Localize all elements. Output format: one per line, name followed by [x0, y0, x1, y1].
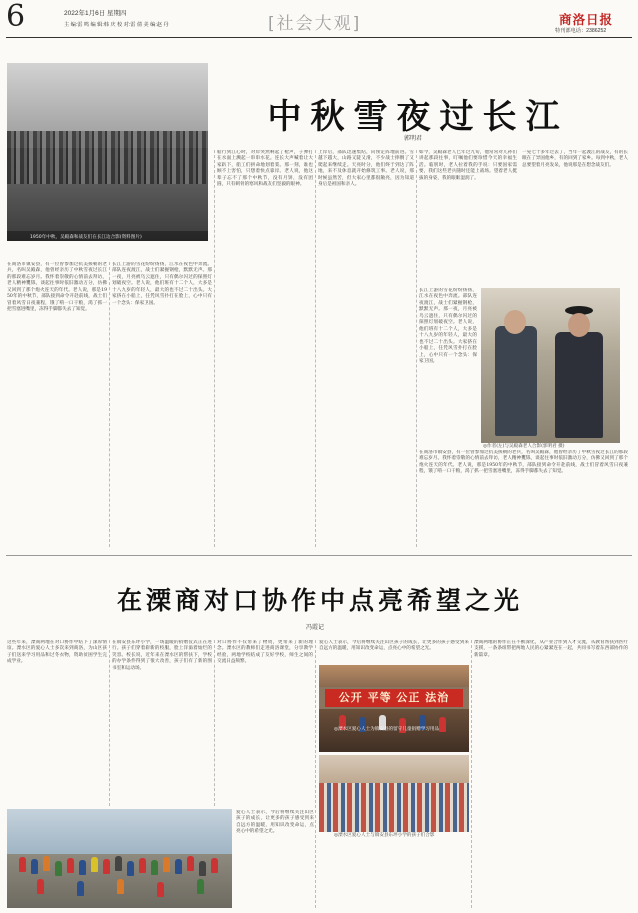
- article1-col3: 船行到江心时，对岸突然响起了枪声，子弹打在水面上溅起一串串水花。连长大声喊着让大家趴下，船工们拼命地划着桨。那一刻，谁也顾不上害怕，只想着快点靠岸。老人说，他这辈子忘不了那个中秋节，没有月饼，没有团圆，只有刺骨的寒风和战友们坚毅的眼神。: [217, 150, 313, 188]
- donation-event-photo: [319, 665, 469, 752]
- column-divider: [315, 640, 316, 908]
- column-divider: [109, 262, 110, 547]
- article2-author: 冯霞记: [306, 624, 325, 631]
- article1-col4: 上岸后，部队迅速集结，向预定阵地前进。雪越下越大，山路又陡又滑，不少战士摔倒了又爬起来继续走。天亮时分，他们终于到达了阵地，来不及休息就开始修筑工事。老人说，那时候虽然苦，但大家心里都很敞亮，因为知道身后是祖国和亲人。: [318, 150, 414, 188]
- veteran-photo-caption: ◎作者(左)与吴殿森老人合影(郭明君 摄): [483, 444, 565, 449]
- article1-author: 郭明君: [404, 135, 423, 142]
- veteran-photo: [481, 288, 620, 443]
- column-divider: [416, 150, 417, 547]
- editor-credits: 主 编:雷 鸣 编 辑:韩 庆 校 对:雷 倩 美 编:赵 丹: [64, 22, 169, 28]
- header-rule: [6, 37, 632, 38]
- column-divider: [214, 640, 215, 806]
- article2-col4: 爱心人士表示，今后将继续关注山区孩子的成长，让更多的孩子感受到来自远方的温暖，用知识改变命运，点亮心中的希望之光。: [319, 640, 469, 652]
- historical-photo: [7, 63, 208, 241]
- article1-col5b: 长江上游的雪花纷纷扬扬，江水在夜色中奔流。部队连夜渡江，战士们紧握钢枪，默默无声。那一夜，月亮被乌云遮住，只有偶尔闪过的探照灯划破夜空。老人说，他们班有十二个人，大多是十八九岁的年轻人，最大的也不过二十出头。大家挤在小船上，任凭风雪扑打在脸上，心中只有一个念头：保家卫国。: [419, 288, 477, 364]
- article1-col-bottom: 在商洛市镇安县，有一位曾参加过抗美援朝的老兵，名叫吴殿森，他曾经亲历了中秋雪夜过长江的那段难忘岁月。我怀着崇敬的心情前去拜访，老人精神矍铄，谈起往事时依旧激动万分，仿佛又回到了那个炮火连天的年代。老人说，那是1950年的中秋节，部队接到命令开赴前线，战士们冒着风雪日夜兼程，饿了啃一口干粮，渴了抓一把雪塞进嘴里，冻得手脚都失去了知觉。: [419, 450, 628, 475]
- column-divider: [214, 150, 215, 547]
- article2-col2: 在镇安县东坪小学，一场温暖的捐赠仪式正在进行。孩子们穿着崭新的校服，脸上洋溢着灿烂的笑容。校长说，近年来在溧水区的帮扶下，学校的办学条件得到了很大改善，孩子们有了新的图书室和运动场。: [112, 640, 212, 671]
- event-banner: 公开 平等 公正 法治: [325, 689, 463, 707]
- article1-title: 中秋雪夜过长江: [267, 97, 569, 137]
- article2-title: 在溧商对口协作中点亮希望之光: [116, 586, 523, 615]
- column-divider: [471, 640, 472, 908]
- students-photo: [7, 809, 232, 908]
- hotline: 特刊部电话：2386252: [555, 28, 607, 34]
- historical-photo-caption: 1950年中秋，吴殿森和战友们在长江边合影(资料图片): [30, 235, 142, 240]
- column-divider: [109, 640, 110, 806]
- article1-col2: 长江上游的雪花纷纷扬扬，江水在夜色中奔流。部队连夜渡江，战士们紧握钢枪，默默无声。那一夜，月亮被乌云遮住，只有偶尔闪过的探照灯划破夜空。老人说，他们班有十二个人，大多是十八九岁的年轻人，最大的也不过二十出头。大家挤在小船上，任凭风雪扑打在脸上，心中只有一个念头：保家卫国。: [112, 262, 212, 306]
- article1-col6: 一晃七十多年过去了，当年一起渡江的战友，有的长眠在了异国他乡，有的回到了家乡。每到中秋，老人总要望着月亮发呆，他说那是在想念战友们。: [522, 150, 628, 168]
- article1-col5: 如今，吴殿森老人已年过九旬，他常常对儿孙们讲起那段往事，叮嘱他们要珍惜今天的幸福生活。临别时，老人拉着我的手说：只要国家需要，我们这些老兵随时还能上战场。望着老人挺拔的身姿，我的眼眶湿润了。: [419, 150, 517, 181]
- donation-photo-caption: ◎溧水区爱心人士为镇安县的留守儿童捐赠学习用品: [334, 727, 440, 732]
- newspaper-logo: 商洛日报: [559, 12, 614, 27]
- article2-col1: 这些年来，溧商两地在对口协作中结下了深厚情谊。溧水区的爱心人士多次来到商洛，为山区孩子们送来学习用品和过冬衣物，资助贫困学生完成学业。: [7, 640, 107, 665]
- article2-col3b: 爱心人士表示，今后将继续关注山区孩子的成长，让更多的孩子感受到来自远方的温暖，用知识改变命运，点亮心中的希望之光。: [236, 810, 314, 835]
- article2-col3: 对口协作不仅带来了物资，更带来了新的理念。溧水区的教师们走进商洛课堂，分享教学经验，两地学校结成了友好学校，师生之间的交流日益频繁。: [217, 640, 313, 665]
- column-divider: [315, 150, 316, 547]
- page-number: 6: [6, 0, 26, 34]
- section-title: [社会大观]: [268, 14, 362, 34]
- article2-col5: 溧商两地的协作正在不断深化，从产业合作到人才交流，从教育帮扶到医疗支援，一条条纽带把两地人民的心紧紧连在一起，共同书写着东西部协作的新篇章。: [474, 640, 628, 658]
- issue-date: 2022年1月6日 星期四: [64, 10, 127, 17]
- group-photo: [319, 755, 469, 832]
- article-separator: [6, 555, 632, 556]
- article1-col1: 在商洛市镇安县，有一位曾参加过抗美援朝的老兵，名叫吴殿森，他曾经亲历了中秋雪夜过长江的那段难忘岁月。我怀着崇敬的心情前去拜访，老人精神矍铄，谈起往事时依旧激动万分，仿佛又回到了那个炮火连天的年代。老人说，那是1950年的中秋节，部队接到命令开赴前线，战士们冒着风雪日夜兼程，饿了啃一口干粮，渴了抓一把雪塞进嘴里，冻得手脚都失去了知觉。: [7, 262, 107, 313]
- group-photo-caption: ◎溧水区爱心人士与镇安县东坪小学的孩子们合影: [334, 833, 435, 838]
